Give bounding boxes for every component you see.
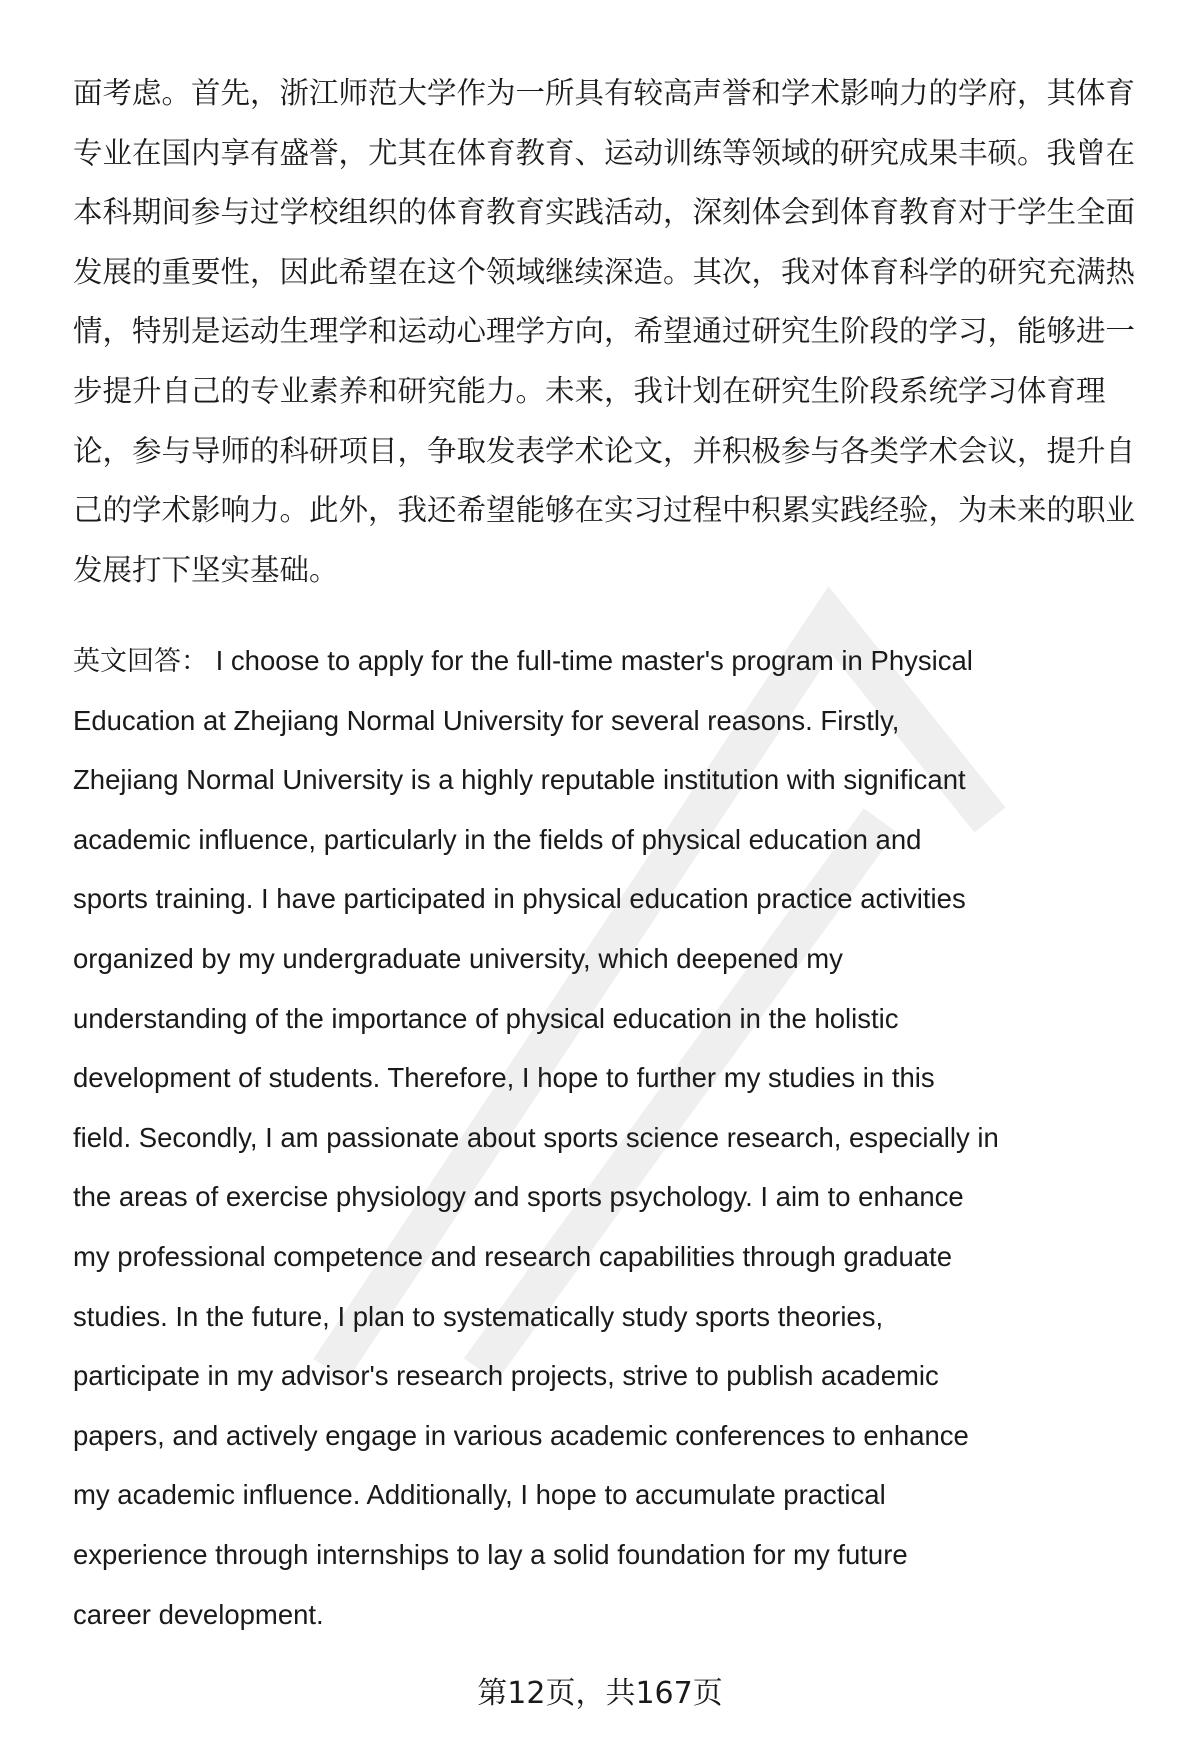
text-line: 发展打下坚实基础。 [73, 552, 339, 587]
text-line: 情，特别是运动生理学和运动心理学方向，希望通过研究生阶段的学习，能够进一 [73, 314, 1136, 349]
text-line: field. Secondly, I am passionate about sports science research, especially in [73, 1121, 999, 1153]
english-answer-label: 英文回答： [73, 646, 208, 677]
text-line: 论，参与导师的科研项目，争取发表学术论文，并积极参与各类学术会议，提升自 [73, 433, 1136, 468]
text-line: Education at Zhejiang Normal University for several reasons. Firstly, [73, 704, 900, 736]
text-line: understanding of the importance of physical education in the holistic [73, 1002, 899, 1034]
text-line: organized by my undergraduate university, which deepened my [73, 942, 843, 974]
text-line: 面考虑。首先，浙江师范大学作为一所具有较高声誉和学术影响力的学府，其体育 [73, 76, 1136, 110]
text-line: 己的学术影响力。此外，我还希望能够在实习过程中积累实践经验，为未来的职业 [73, 493, 1136, 528]
text-line: Zhejiang Normal University is a highly reputable institution with significant [73, 764, 966, 796]
english-answer-paragraph [73, 631, 1150, 1644]
page-indicator: 第12页，共167页 [477, 1676, 723, 1711]
text-line: 发展的重要性，因此希望在这个领域继续深造。其次，我对体育科学的研究充满热 [73, 254, 1136, 289]
text-line: sports training. I have participated in physical education practice activities [73, 883, 966, 915]
text-line: papers, and actively engage in various academic conferences to enhance [73, 1419, 969, 1451]
text-line: experience through internships to lay a solid foundation for my future [73, 1538, 908, 1570]
chinese-answer-paragraph [73, 64, 1150, 600]
text-line: academic influence, particularly in the fields of physical education and [73, 823, 922, 855]
text-line: development of students. Therefore, I hope to further my studies in this [73, 1062, 935, 1094]
text-line: 本科期间参与过学校组织的体育教育实践活动，深刻体会到体育教育对于学生全面 [73, 195, 1136, 230]
text-line: career development. [73, 1598, 324, 1630]
text-line: 专业在国内享有盛誉，尤其在体育教育、运动训练等领域的研究成果丰硕。我曾在 [73, 135, 1136, 170]
text-line: 步提升自己的专业素养和研究能力。未来，我计划在研究生阶段系统学习体育理 [73, 373, 1106, 408]
text-line: my academic influence. Additionally, I hope to accumulate practical [73, 1479, 886, 1511]
text-line: the areas of exercise physiology and sports psychology. I aim to enhance [73, 1181, 964, 1213]
text-line: participate in my advisor's research projects, strive to publish academic [73, 1360, 939, 1392]
text-line: my professional competence and research capabilities through graduate [73, 1240, 952, 1272]
text-line: I choose to apply for the full-time master's program in Physical [208, 645, 973, 676]
text-line: studies. In the future, I plan to systematically study sports theories, [73, 1300, 884, 1332]
